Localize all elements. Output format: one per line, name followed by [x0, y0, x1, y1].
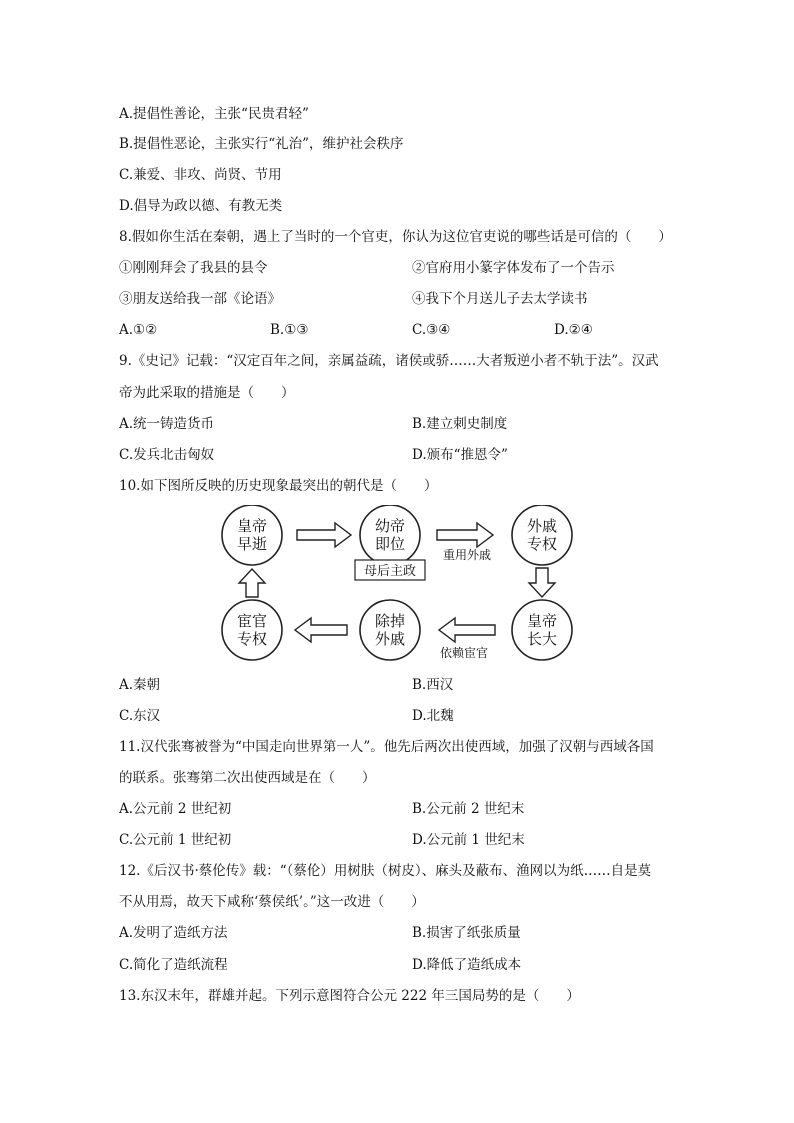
q9-option-d: D.颁布“推恩令”: [412, 447, 508, 463]
q8-item-3: ③朋友送给我一部《论语》: [119, 291, 281, 307]
empress-dowager-box: [355, 560, 425, 580]
svg-text:皇帝: 皇帝: [236, 517, 268, 535]
q12-option-a: A.发明了造纸方法: [119, 925, 228, 941]
svg-text:即位: 即位: [374, 535, 406, 553]
svg-text:长大: 长大: [526, 630, 558, 648]
q10-stem: 10.如下图所反映的历史现象最突出的朝代是（ ）: [119, 478, 438, 494]
node-eunuch: [222, 600, 282, 660]
q7-option-a: A.提倡性善论，主张“民贵君轻”: [119, 106, 309, 122]
svg-text:外戚: 外戚: [526, 517, 558, 535]
svg-text:幼帝: 幼帝: [374, 517, 406, 535]
q8-item-4: ④我下个月送儿子去太学读书: [412, 291, 588, 307]
q9-option-c: C.发兵北击匈奴: [119, 447, 215, 463]
q10-option-d: D.北魏: [412, 708, 454, 724]
svg-text:除掉: 除掉: [374, 612, 406, 630]
arrow-left-1: [439, 618, 495, 642]
node-consort-clan: [512, 505, 572, 565]
q8-option-b: B.①③: [270, 322, 309, 338]
q12-option-b: B.损害了纸张质量: [412, 925, 521, 941]
q8-stem: 8.假如你生活在秦朝，遇上了当时的一个官吏，你认为这位官吏说的哪些话是可信的（ ）: [119, 229, 672, 245]
arrow-right-2: [437, 523, 493, 547]
arrow-right-1: [297, 523, 351, 547]
q11-option-b: B.公元前 2 世纪末: [412, 801, 525, 817]
q11-stem-line1: 11.汉代张骞被誉为“中国走向世界第一人”。他先后两次出使西域，加强了汉朝与西域各国: [119, 739, 654, 755]
q12-stem-line1: 12.《后汉书·蔡伦传》载：“（蔡伦）用树肤（树皮）、麻头及蔽布、渔网以为纸……自是莫: [119, 863, 652, 879]
label-rely-consort: 重用外戚: [442, 548, 492, 562]
q9-stem-line2: 帝为此采取的措施是（ ）: [119, 385, 295, 401]
q7-option-b: B.提倡性恶论，主张实行“礼治”，维护社会秩序: [119, 136, 404, 152]
node-remove-consort: [360, 600, 420, 660]
q11-option-a: A.公元前 2 世纪初: [119, 801, 232, 817]
q8-option-a: A.①②: [119, 322, 158, 338]
q7-option-d: D.倡导为政以德、有教无类: [119, 198, 283, 214]
cycle-diagram: [215, 505, 585, 665]
q9-stem-line1: 9.《史记》记载：“汉定百年之间，亲属益疏，诸侯或骄……大者叛逆小者不轨于法”。汉武: [119, 353, 659, 369]
q10-option-b: B.西汉: [412, 677, 454, 693]
svg-text:皇帝: 皇帝: [526, 612, 558, 630]
arrow-up: [239, 569, 265, 597]
q11-stem-line2: 的联系。张骞第二次出使西域是在（ ）: [119, 770, 376, 786]
q8-option-c: C.③④: [412, 322, 451, 338]
svg-text:母后主政: 母后主政: [363, 564, 417, 579]
q8-item-1: ①刚刚拜会了我县的县令: [119, 260, 268, 276]
svg-text:专权: 专权: [236, 630, 268, 648]
q13-stem: 13.东汉末年，群雄并起。下列示意图符合公元 222 年三国局势的是（ ）: [119, 988, 580, 1004]
q10-option-a: A.秦朝: [119, 677, 161, 693]
svg-text:宦官: 宦官: [236, 612, 268, 630]
q11-option-c: C.公元前 1 世纪初: [119, 832, 232, 848]
q12-stem-line2: 不从用焉，故天下咸称‘蔡侯纸’。”这一改进（ ）: [119, 894, 425, 910]
q8-item-2: ②官府用小篆字体发布了一个告示: [412, 260, 615, 276]
q9-option-b: B.建立刺史制度: [412, 416, 508, 432]
node-emperor-early-death: [222, 505, 282, 565]
q12-option-c: C.简化了造纸流程: [119, 957, 228, 973]
q9-option-a: A.统一铸造货币: [119, 416, 215, 432]
q11-option-d: D.公元前 1 世纪末: [412, 832, 525, 848]
node-young-emperor: [360, 505, 420, 565]
q12-option-d: D.降低了造纸成本: [412, 957, 522, 973]
q7-option-c: C.兼爱、非攻、尚贤、节用: [119, 167, 282, 183]
node-emperor-grown: [512, 600, 572, 660]
q10-option-c: C.东汉: [119, 708, 161, 724]
arrow-left-2: [295, 618, 347, 642]
arrow-down: [529, 568, 555, 597]
label-rely-eunuch: 依赖宦官: [439, 646, 489, 660]
svg-text:专权: 专权: [526, 535, 558, 553]
svg-text:外戚: 外戚: [374, 630, 406, 648]
q8-option-d: D.②④: [554, 322, 593, 338]
svg-text:早逝: 早逝: [236, 535, 268, 553]
